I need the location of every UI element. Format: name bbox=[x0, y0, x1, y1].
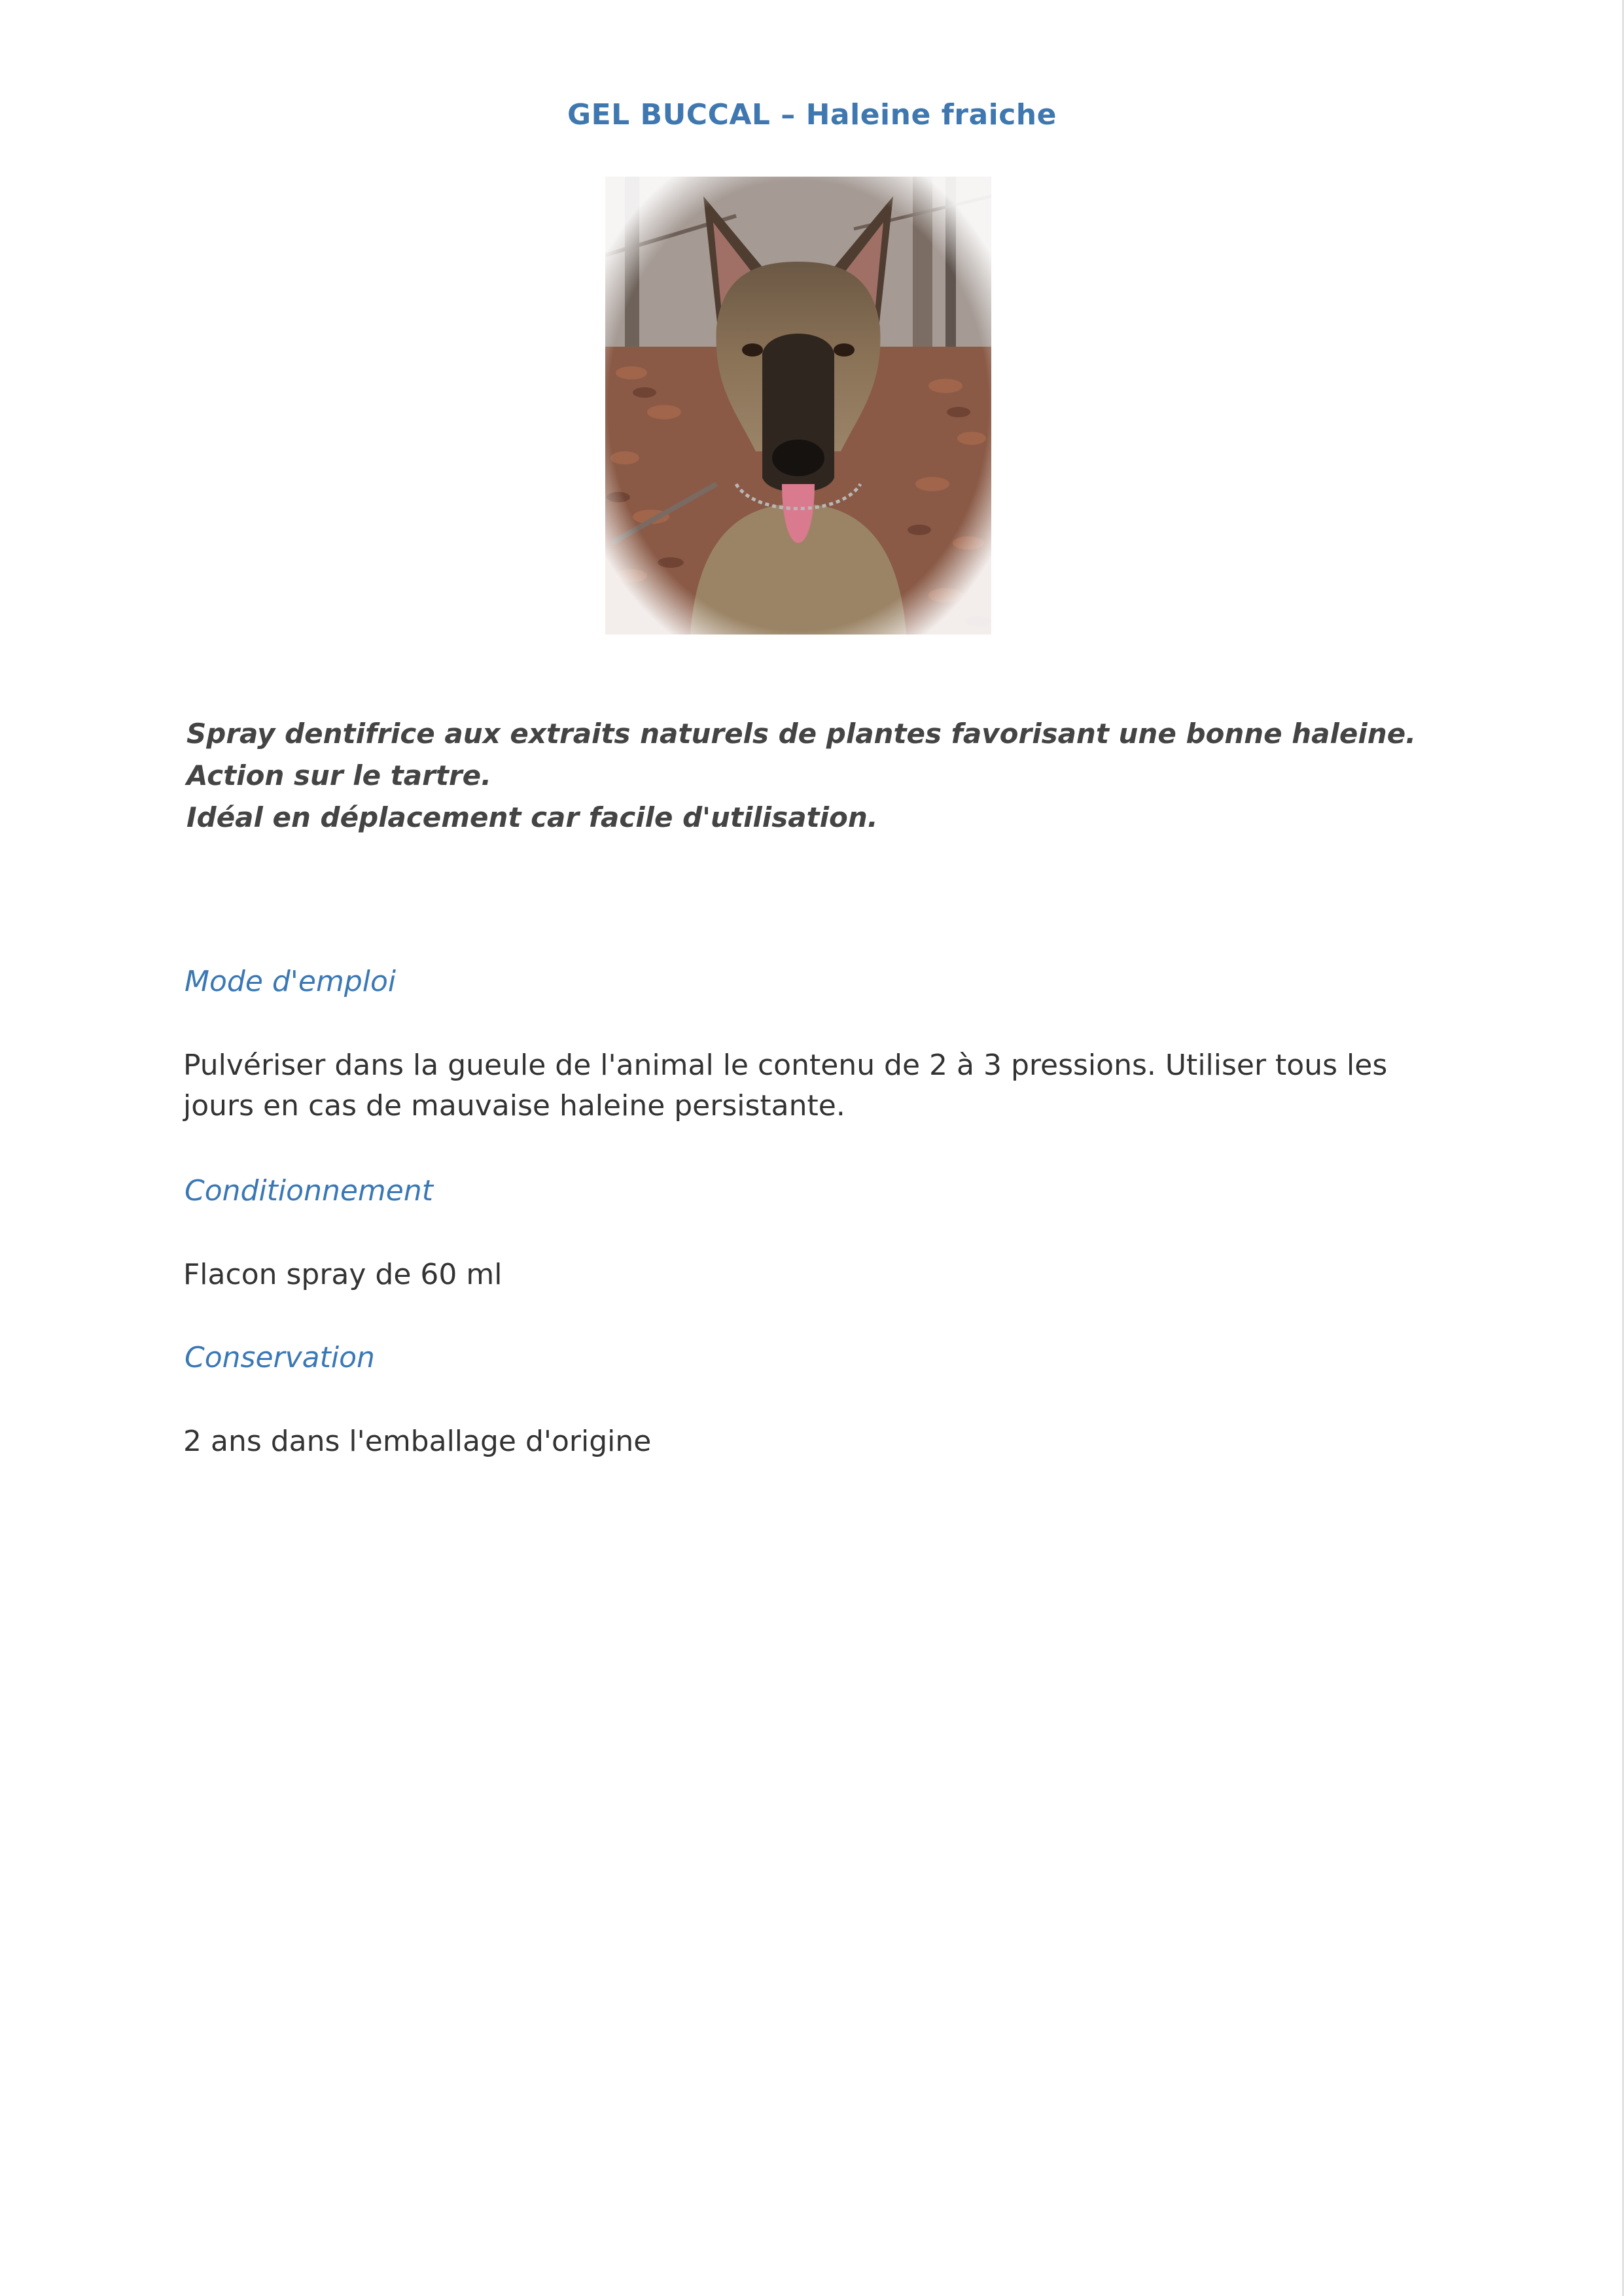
dog-photo bbox=[605, 177, 991, 635]
description-line: Idéal en déplacement car facile d'utilisation. bbox=[186, 801, 878, 833]
packaging-text: Flacon spray de 60 ml bbox=[183, 1258, 503, 1291]
description-line: Action sur le tartre. bbox=[186, 759, 492, 791]
storage-heading: Conservation bbox=[185, 1341, 375, 1374]
usage-text: Pulvériser dans la gueule de l'animal le contenu de 2 à 3 pressions. Utiliser tous les jours en cas de mauvaise haleine persistante. bbox=[183, 1049, 1388, 1122]
usage-heading: Mode d'emploi bbox=[185, 965, 397, 998]
storage-text: 2 ans dans l'emballage d'origine bbox=[183, 1425, 652, 1458]
packaging-heading: Conditionnement bbox=[185, 1174, 433, 1208]
product-description bbox=[186, 713, 1495, 839]
description-line: Spray dentifrice aux extraits naturels de plantes favorisant une bonne haleine. bbox=[186, 718, 1417, 750]
page-title: GEL BUCCAL – Haleine fraiche bbox=[567, 98, 1057, 131]
